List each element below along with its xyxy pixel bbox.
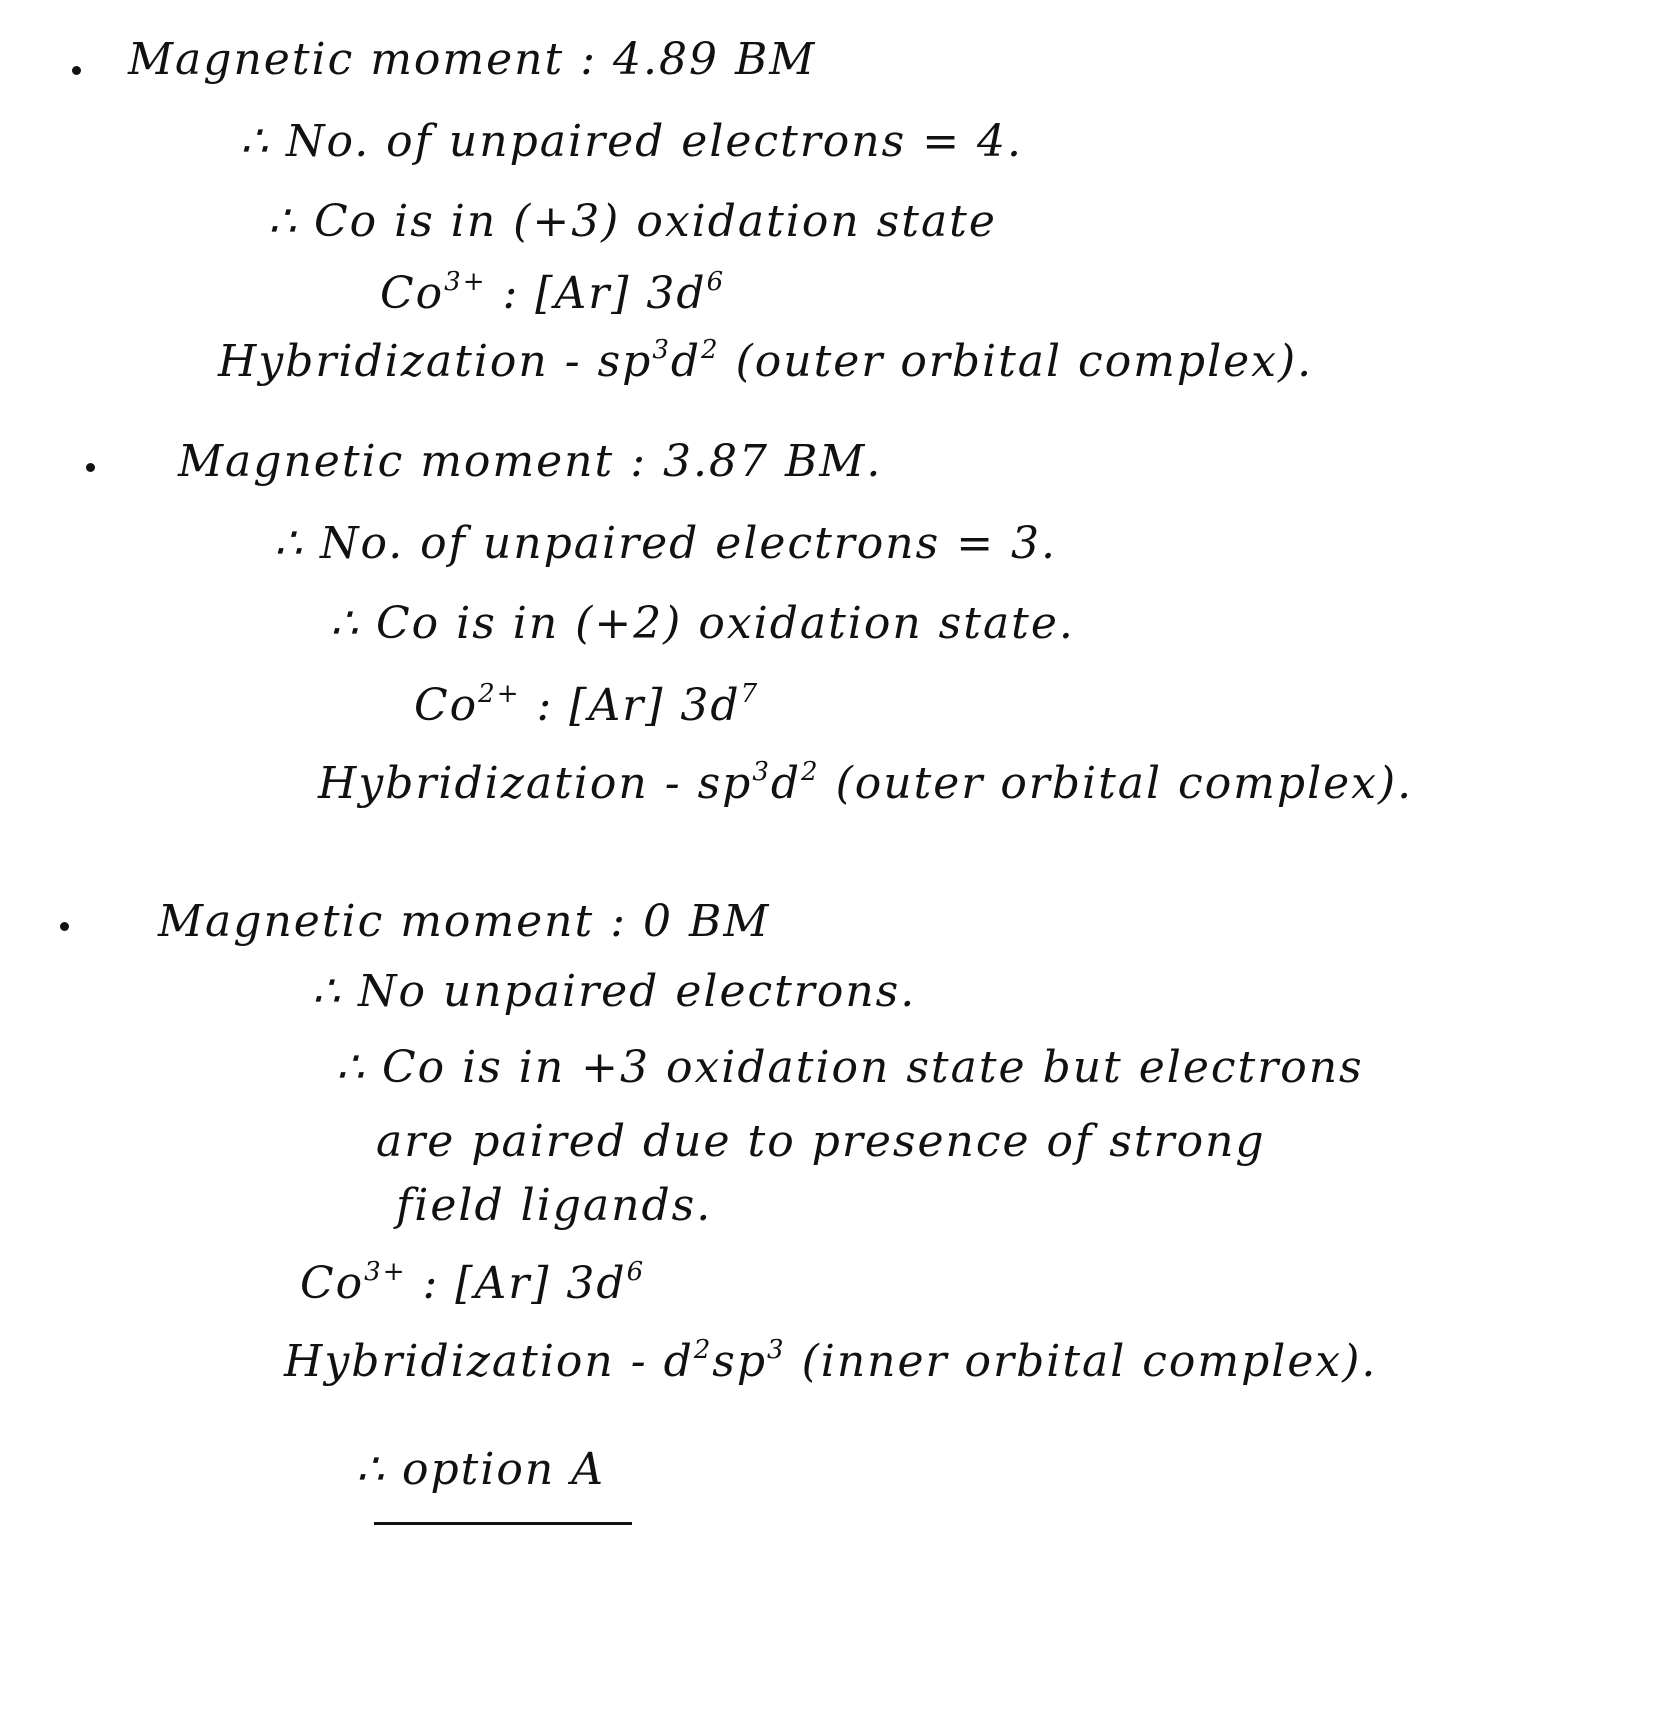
section-1-unpaired: ∴ No. of unpaired electrons = 4. <box>240 116 1024 167</box>
section-3-oxidation-line2: are paired due to presence of strong <box>376 1116 1266 1167</box>
section-2-unpaired: ∴ No. of unpaired electrons = 3. <box>274 518 1058 569</box>
section-2-hyb-suffix: (outer orbital complex). <box>819 758 1414 809</box>
section-3-hybridization <box>284 1335 1378 1387</box>
section-2-hyb-exp1: 3 <box>752 757 771 787</box>
section-1-heading: Magnetic moment : 4.89 BM <box>128 34 817 85</box>
conclusion-underline <box>374 1522 632 1525</box>
section-3-hyb-prefix: Hybridization - d <box>284 1336 694 1387</box>
section-1-config <box>380 267 726 319</box>
section-3-hyb-exp2: 3 <box>767 1335 786 1365</box>
section-3-config <box>300 1257 646 1309</box>
section-1-config-exp: 6 <box>706 267 726 297</box>
section-2-heading: Magnetic moment : 3.87 BM. <box>178 436 883 487</box>
section-1-hyb-exp2: 2 <box>701 335 720 365</box>
section-2-oxidation: ∴ Co is in (+2) oxidation state. <box>330 598 1075 649</box>
section-2-hyb-exp2: 2 <box>801 757 820 787</box>
section-2-config-exp: 7 <box>740 679 760 709</box>
section-2-config-ion: Co <box>414 680 479 731</box>
section-3-heading: Magnetic moment : 0 BM <box>158 896 771 947</box>
bullet-section-2 <box>86 463 95 472</box>
section-3-config-charge: 3+ <box>364 1257 407 1287</box>
section-3-hyb-suffix: (inner orbital complex). <box>785 1336 1378 1387</box>
section-1-hyb-exp1: 3 <box>652 335 671 365</box>
section-1-config-ion: Co <box>380 268 445 319</box>
section-2-config-core: : [Ar] 3d <box>536 680 741 731</box>
section-3-config-ion: Co <box>300 1258 365 1309</box>
section-1-hyb-prefix: Hybridization - sp <box>218 336 653 387</box>
section-3-oxidation-line3: field ligands. <box>396 1180 713 1231</box>
section-3-config-exp: 6 <box>626 1257 646 1287</box>
section-3-hyb-exp1: 2 <box>693 1335 713 1365</box>
section-2-hyb-mid: d <box>770 758 802 809</box>
section-1-config-core: : [Ar] 3d <box>502 268 707 319</box>
section-1-config-charge: 3+ <box>444 267 487 297</box>
section-3-hyb-mid: sp <box>712 1336 768 1387</box>
conclusion-text: ∴ option A <box>356 1444 605 1495</box>
section-1-oxidation: ∴ Co is in (+3) oxidation state <box>268 196 997 247</box>
section-3-oxidation-line1: ∴ Co is in +3 oxidation state but electrons <box>336 1042 1364 1093</box>
bullet-section-3 <box>60 922 69 931</box>
section-2-config-charge: 2+ <box>478 679 521 709</box>
section-3-config-core: : [Ar] 3d <box>422 1258 627 1309</box>
section-3-unpaired: ∴ No unpaired electrons. <box>312 966 917 1017</box>
bullet-section-1 <box>72 66 81 75</box>
section-2-hybridization <box>318 757 1414 809</box>
section-1-hybridization <box>218 335 1314 387</box>
section-1-hyb-suffix: (outer orbital complex). <box>719 336 1314 387</box>
section-1-hyb-mid: d <box>670 336 702 387</box>
section-2-config <box>414 679 760 731</box>
section-2-hyb-prefix: Hybridization - sp <box>318 758 753 809</box>
